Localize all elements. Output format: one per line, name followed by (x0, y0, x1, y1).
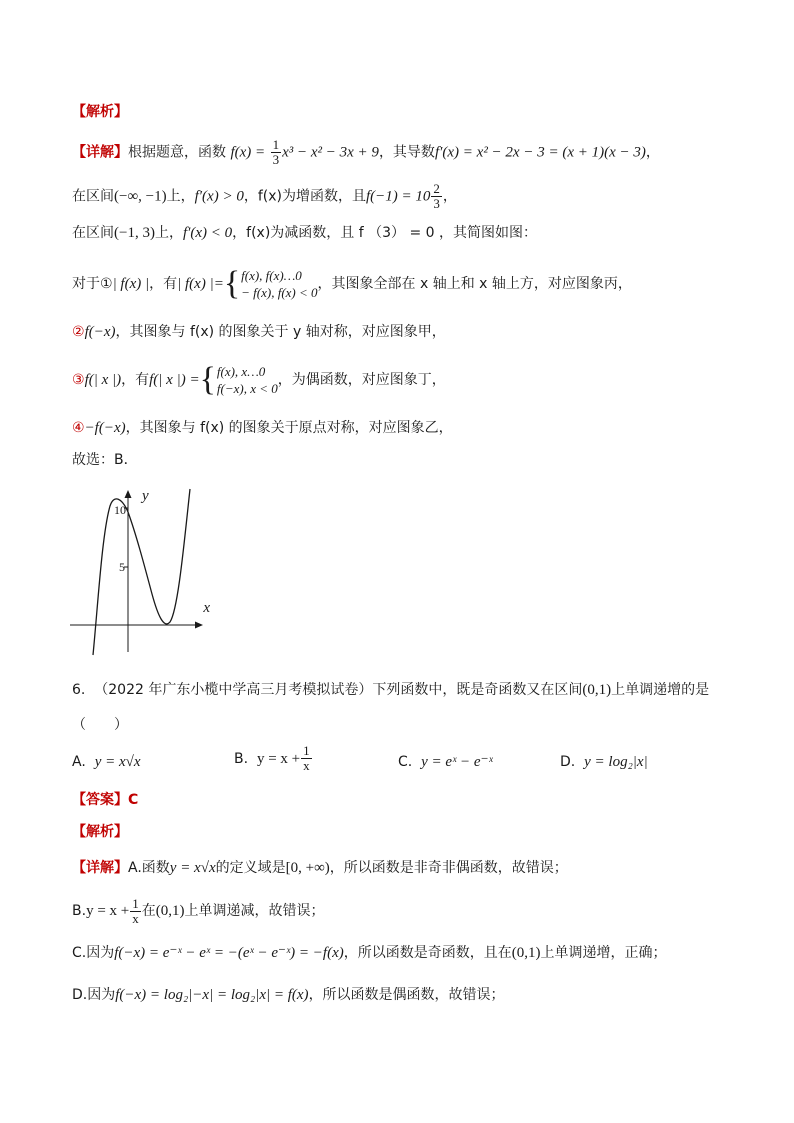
p4-brace: { (223, 265, 241, 302)
p4-lhs: | f(x) |= (177, 276, 224, 292)
s2-text-c: 上单调递减，故错误； (184, 903, 325, 919)
q6-text-a: （2022 年广东小榄中学高三月考模拟试卷）下列函数中，既是奇函数又在区间 (94, 682, 583, 698)
option-b[interactable] (234, 744, 313, 773)
answer-line: 【答案】C (72, 792, 139, 808)
detail-line-5 (72, 322, 446, 342)
solution-detail-label: 【详解】 (72, 860, 128, 876)
p1-func: f(x) = (230, 144, 266, 161)
s3-interval: (0,1) (511, 945, 541, 961)
analysis-heading-2: 【解析】 (72, 824, 128, 840)
p2-fraction: $\frac{2}{3}$ (433, 181, 440, 211)
p1-text-a: 根据题意，函数 (128, 144, 226, 161)
p3-text-a: 在区间 (72, 225, 114, 241)
p3-interval: (−1, 3) (114, 225, 155, 241)
p2-text-c: ，f(x)为增函数，且 (243, 188, 366, 205)
p4-text-b: ，有 (149, 276, 178, 292)
y-axis-arrow (125, 490, 132, 498)
p6-cases (217, 363, 278, 397)
q6-text-b: 上单调递增的是 (611, 682, 710, 698)
option-d-expr: y = log₂|x| (584, 754, 648, 770)
function-sketch (66, 484, 216, 656)
p5-expr: f(−x) (84, 324, 116, 340)
solution-line-b (72, 893, 324, 929)
s2-text-b: 在 (141, 903, 156, 919)
s4-text-b: ，所以函数是偶函数，故错误； (308, 987, 505, 1003)
s2-interval: (0,1) (155, 903, 185, 919)
p2-condition: f′(x) > 0 (194, 188, 244, 205)
p2-end: ， (442, 188, 457, 205)
option-c-expr: y = eˣ − e⁻ˣ (421, 754, 493, 770)
p2-value: f(−1) = 10 (365, 188, 431, 205)
s1-domain: [0, +∞) (285, 860, 330, 876)
detail-line-6 (72, 360, 446, 400)
p6-number: ③ (72, 372, 85, 388)
p1-end: ， (645, 144, 660, 161)
detail-line-3 (72, 223, 537, 243)
choice-line: 故选：B． (72, 452, 138, 468)
option-b-label: B. (234, 750, 249, 767)
p3-text-b: 上， (154, 225, 183, 241)
detail-line-1 (72, 138, 660, 167)
solution-line-d (72, 985, 505, 1005)
p6-case-1: f(x), x…0 (216, 364, 266, 379)
option-d-label: D. (560, 754, 576, 770)
detail-line-4 (72, 264, 632, 304)
option-a-expr: y = x√x (94, 754, 141, 770)
x-axis-label: x (203, 600, 210, 616)
p5-number: ② (72, 324, 85, 340)
s1-expr: y = x√x (169, 860, 216, 876)
option-a-label: A. (72, 754, 86, 770)
option-b-expr: y = x + (256, 750, 301, 767)
option-c-label: C. (398, 754, 413, 770)
p6-text-a: ，有 (121, 372, 150, 388)
q6-number: 6. (72, 682, 86, 698)
s4-expr: f(−x) = log₂|−x| = log₂|x| = f(x) (115, 987, 309, 1003)
p4-case-2: − f(x), f(x) < 0 (241, 285, 318, 300)
option-c[interactable] (398, 752, 493, 772)
p4-cases (241, 267, 317, 301)
option-a[interactable] (72, 752, 141, 772)
s1-text-b: 的定义域是 (215, 860, 286, 876)
s2-fraction: $\frac{1}{x}$ (132, 895, 139, 926)
p6-expr: f(| x |) (84, 372, 122, 388)
p7-number: ④ (72, 420, 85, 436)
options-row (72, 743, 722, 780)
p3-condition: f′(x) < 0 (182, 225, 233, 241)
option-b-fraction: $\frac{1}{x}$ (303, 743, 310, 773)
p4-abs: | f(x) | (112, 276, 150, 292)
p6-brace: { (199, 361, 216, 398)
detail-line-7 (72, 418, 453, 438)
p6-lhs: f(| x |) = (149, 372, 200, 388)
p6-case-2: f(−x), x < 0 (216, 381, 278, 396)
s1-text-c: ，所以函数是非奇非偶函数，故错误； (329, 860, 568, 876)
p5-text: ，其图象与 f(x) 的图象关于 y 轴对称，对应图象甲， (115, 324, 446, 340)
p2-interval: (−∞, −1) (114, 188, 167, 205)
p4-case-1: f(x), f(x)…0 (241, 268, 302, 283)
p3-text-c: ，f(x)为减函数，且 f （3） = 0 ，其简图如图： (232, 225, 538, 241)
p4-text-c: ，其图象全部在 x 轴上和 x 轴上方，对应图象丙， (317, 276, 632, 292)
q6-interval: (0,1) (582, 682, 612, 698)
p2-text-a: 在区间 (72, 188, 114, 205)
tick-label-5: 5 (119, 560, 125, 574)
s3-expr: f(−x) = e⁻ˣ − eˣ = −(eˣ − e⁻ˣ) = −f(x) (114, 945, 344, 961)
p1-derivative: f′(x) = x² − 2x − 3 = (x + 1)(x − 3) (434, 144, 646, 161)
y-axis-label: y (142, 488, 149, 504)
p7-expr: −f(−x) (84, 420, 126, 436)
s3-text-c: 上单调递增，正确； (540, 945, 667, 961)
p1-polynomial: x³ − x² − 3x + 9 (282, 144, 379, 161)
s1-text-a: A.函数 (128, 860, 170, 876)
tick-label-10: 10 (114, 503, 126, 517)
s4-text-a: D.因为 (72, 987, 116, 1003)
s3-text-a: C.因为 (72, 945, 115, 961)
s2-text-a: B. (72, 903, 87, 919)
s3-text-b: ，所以函数是奇函数，且在 (343, 945, 512, 961)
x-axis-arrow (195, 622, 203, 629)
detail-line-2 (72, 182, 457, 211)
function-curve (93, 489, 190, 655)
solution-line-c (72, 943, 666, 963)
detail-label: 【详解】 (72, 144, 128, 161)
solution-line-a (72, 858, 568, 878)
p1-text-b: ，其导数 (378, 144, 435, 161)
analysis-heading-1: 【解析】 (72, 104, 128, 120)
question-6-paren: （ ） (72, 717, 128, 733)
p2-text-b: 上， (166, 188, 195, 205)
option-d[interactable] (560, 752, 648, 772)
p1-fraction: $\frac{1}{3}$ (272, 137, 280, 167)
p7-text: ，其图象与 f(x) 的图象关于原点对称，对应图象乙， (125, 420, 453, 436)
p4-text-a: 对于① (72, 276, 113, 292)
question-6-line (72, 680, 709, 700)
p6-text-b: ，为偶函数，对应图象丁， (277, 372, 446, 388)
s2-expr: y = x + (86, 903, 130, 919)
